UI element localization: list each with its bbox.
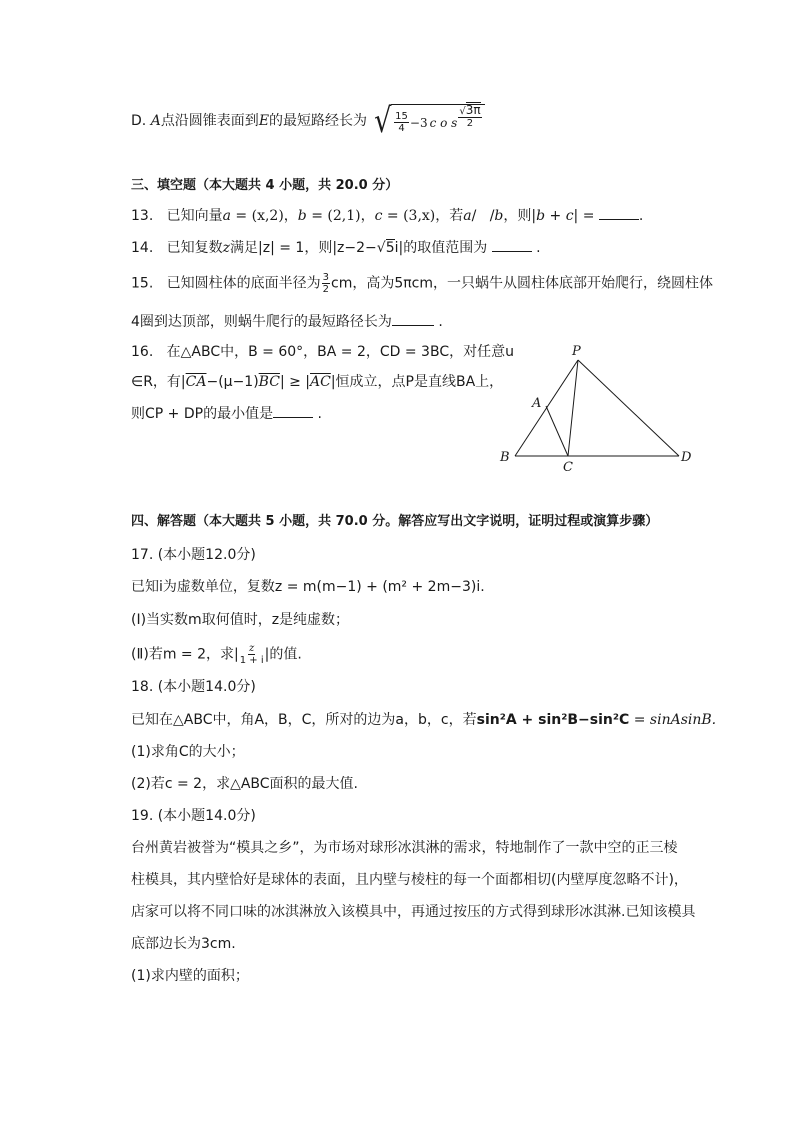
option-label: D.: [131, 113, 147, 129]
section-heading-fill-blank: 三、填空题（本大题共 4 小题，共 20.0 分）: [131, 178, 399, 193]
triangle-figure: [495, 340, 700, 475]
label-a: A: [532, 396, 542, 411]
q-text: +: [545, 208, 566, 224]
q-text: −(μ−1): [206, 374, 259, 390]
option-text: 点沿圆锥表面到: [160, 113, 259, 129]
q-text: 已知圆柱体的底面半径为: [166, 275, 321, 292]
question-18-title: 18. (本小题14.0分): [131, 679, 256, 695]
question-19-line1: 台州黄岩被誉为“模具之乡”，为市场对球形冰淇淋的需求，特地制作了一款中空的正三棱: [131, 840, 678, 856]
vector-c: c: [374, 208, 383, 224]
label-b: B: [500, 450, 510, 465]
q-formula: sin²A + sin²B−sin²C: [476, 712, 630, 728]
vector-a: a: [463, 208, 472, 224]
question-13: [131, 206, 643, 226]
q-text: /: [489, 208, 495, 224]
question-17-stem: 已知i为虚数单位，复数z = m(m−1) + (m² + 2m−3)i.: [131, 579, 485, 595]
q-text: |的值.: [264, 646, 302, 663]
fraction: $\frac{3}{2}$: [322, 272, 329, 295]
q-text: ，则|: [503, 208, 537, 224]
label-p: P: [572, 344, 581, 359]
q-text: 在△ABC中，B = 60°，BA = 2，CD = 3BC，对任意u: [166, 344, 514, 360]
q-text: 4圈到达顶部，则蜗牛爬行的最短路径长为: [131, 314, 392, 330]
q-text: | =: [573, 208, 595, 224]
segment-pd: [578, 360, 679, 456]
radicand: 5: [385, 240, 395, 256]
question-number: 16.: [131, 344, 154, 360]
vector-b: b: [297, 208, 307, 224]
q-text: = (x,2)，: [230, 208, 298, 224]
q-text: = (2,1)，: [306, 208, 375, 224]
question-number: 14.: [131, 240, 154, 256]
q-text: .: [536, 240, 541, 256]
vector-b: b: [536, 208, 546, 224]
segment-ac: [546, 406, 568, 456]
q-text: = (3,x)，若: [382, 208, 464, 224]
fraction: $\frac{15}{4}$: [395, 111, 408, 134]
question-19-line2: 柱模具，其内壁恰好是球体的表面，且内壁与棱柱的每一个面都相切(内壁厚度忽略不计)，: [131, 872, 688, 888]
q-text: 已知在△ABC中，角A，B，C，所对的边为a，b，c，若: [131, 712, 477, 728]
var-z: z: [222, 240, 231, 256]
vector-ca: $\overline{CA}$: [185, 374, 207, 390]
q-text: 则CP + DP的最小值是: [131, 406, 274, 422]
exponent-fraction: $\frac{√3\pi}{2}$: [459, 102, 481, 129]
question-16-line3: [131, 404, 322, 424]
cos-text: c o s: [429, 115, 458, 130]
q-text: 已知向量: [166, 208, 223, 224]
q-text: .: [438, 314, 443, 330]
point-e: E: [258, 113, 270, 129]
section-heading-solutions: 四、解答题（本大题共 5 小题，共 70.0 分。解答应写出文字说明，证明过程或演算步骤）: [131, 514, 659, 529]
point-a: A: [150, 113, 161, 129]
option-text: 的最短路经长为: [269, 113, 368, 129]
question-16: [131, 342, 514, 362]
vector-ac: $\overline{AC}$: [310, 374, 331, 390]
question-15: [131, 272, 713, 295]
q-text: 满足|z| = 1，则|z−2−: [230, 240, 377, 256]
question-18-part1: (1)求角C的大小；: [131, 744, 245, 760]
q-text: /: [471, 208, 481, 224]
q-text: i|的取值范围为: [394, 240, 488, 256]
q-formula: = sinAsinB.: [629, 712, 717, 728]
q-text: |恒成立，点P是直线BA上，: [330, 374, 504, 390]
question-14: 14. 已知复数z满足|z| = 1，则|z−2−√5i|的取值范围为 .: [131, 240, 541, 256]
vector-bc: $\overline{BC}$: [258, 374, 280, 390]
minus-term: −3: [409, 115, 428, 130]
answer-blank[interactable]: [392, 313, 434, 326]
q-text: ∈R，有|: [131, 374, 186, 390]
question-17-part1: (Ⅰ)当实数m取何值时，z是纯虚数；: [131, 612, 350, 628]
vector-b: b: [494, 208, 504, 224]
question-17-title: 17. (本小题12.0分): [131, 547, 256, 563]
sqrt-expression: √ $\frac{15}{4}$ −3 c o s $\frac{√3\pi}{2}$: [372, 104, 485, 138]
answer-blank[interactable]: [492, 239, 532, 252]
question-19-line3: 店家可以将不同口味的冰淇淋放入该模具中，再通过按压的方式得到球形冰淇淋.已知该模具: [131, 904, 696, 920]
question-16-line2: [131, 372, 503, 392]
option-d: [131, 101, 485, 141]
question-19-part1: (1)求内壁的面积；: [131, 968, 249, 984]
question-number: 15.: [131, 275, 154, 292]
vector-a: a: [222, 208, 231, 224]
question-15-cont: [131, 312, 443, 332]
q-text: 已知复数: [166, 240, 223, 256]
label-d: D: [681, 450, 692, 465]
q-text: | ≥ |: [279, 374, 311, 390]
question-17-part2: [131, 643, 302, 666]
label-c: C: [563, 460, 573, 475]
q-text: .: [638, 208, 644, 224]
question-number: 13.: [131, 208, 154, 224]
question-19-line4: 底部边长为3cm.: [131, 936, 236, 952]
answer-blank[interactable]: [599, 207, 639, 220]
question-18-part2: (2)若c = 2，求△ABC面积的最大值.: [131, 776, 358, 792]
answer-blank[interactable]: [273, 405, 313, 418]
vector-c: c: [565, 208, 574, 224]
question-19-title: 19. (本小题14.0分): [131, 808, 256, 824]
question-18-stem: [131, 710, 716, 730]
q-text: .: [317, 406, 322, 422]
fraction: $\frac{z}{1 + i}$: [239, 643, 264, 666]
q-text: (Ⅱ)若m = 2，求|: [131, 646, 239, 663]
segment-pc: [568, 360, 578, 456]
q-text: cm，高为5πcm，一只蜗牛从圆柱体底部开始爬行，绕圆柱体: [331, 275, 714, 292]
